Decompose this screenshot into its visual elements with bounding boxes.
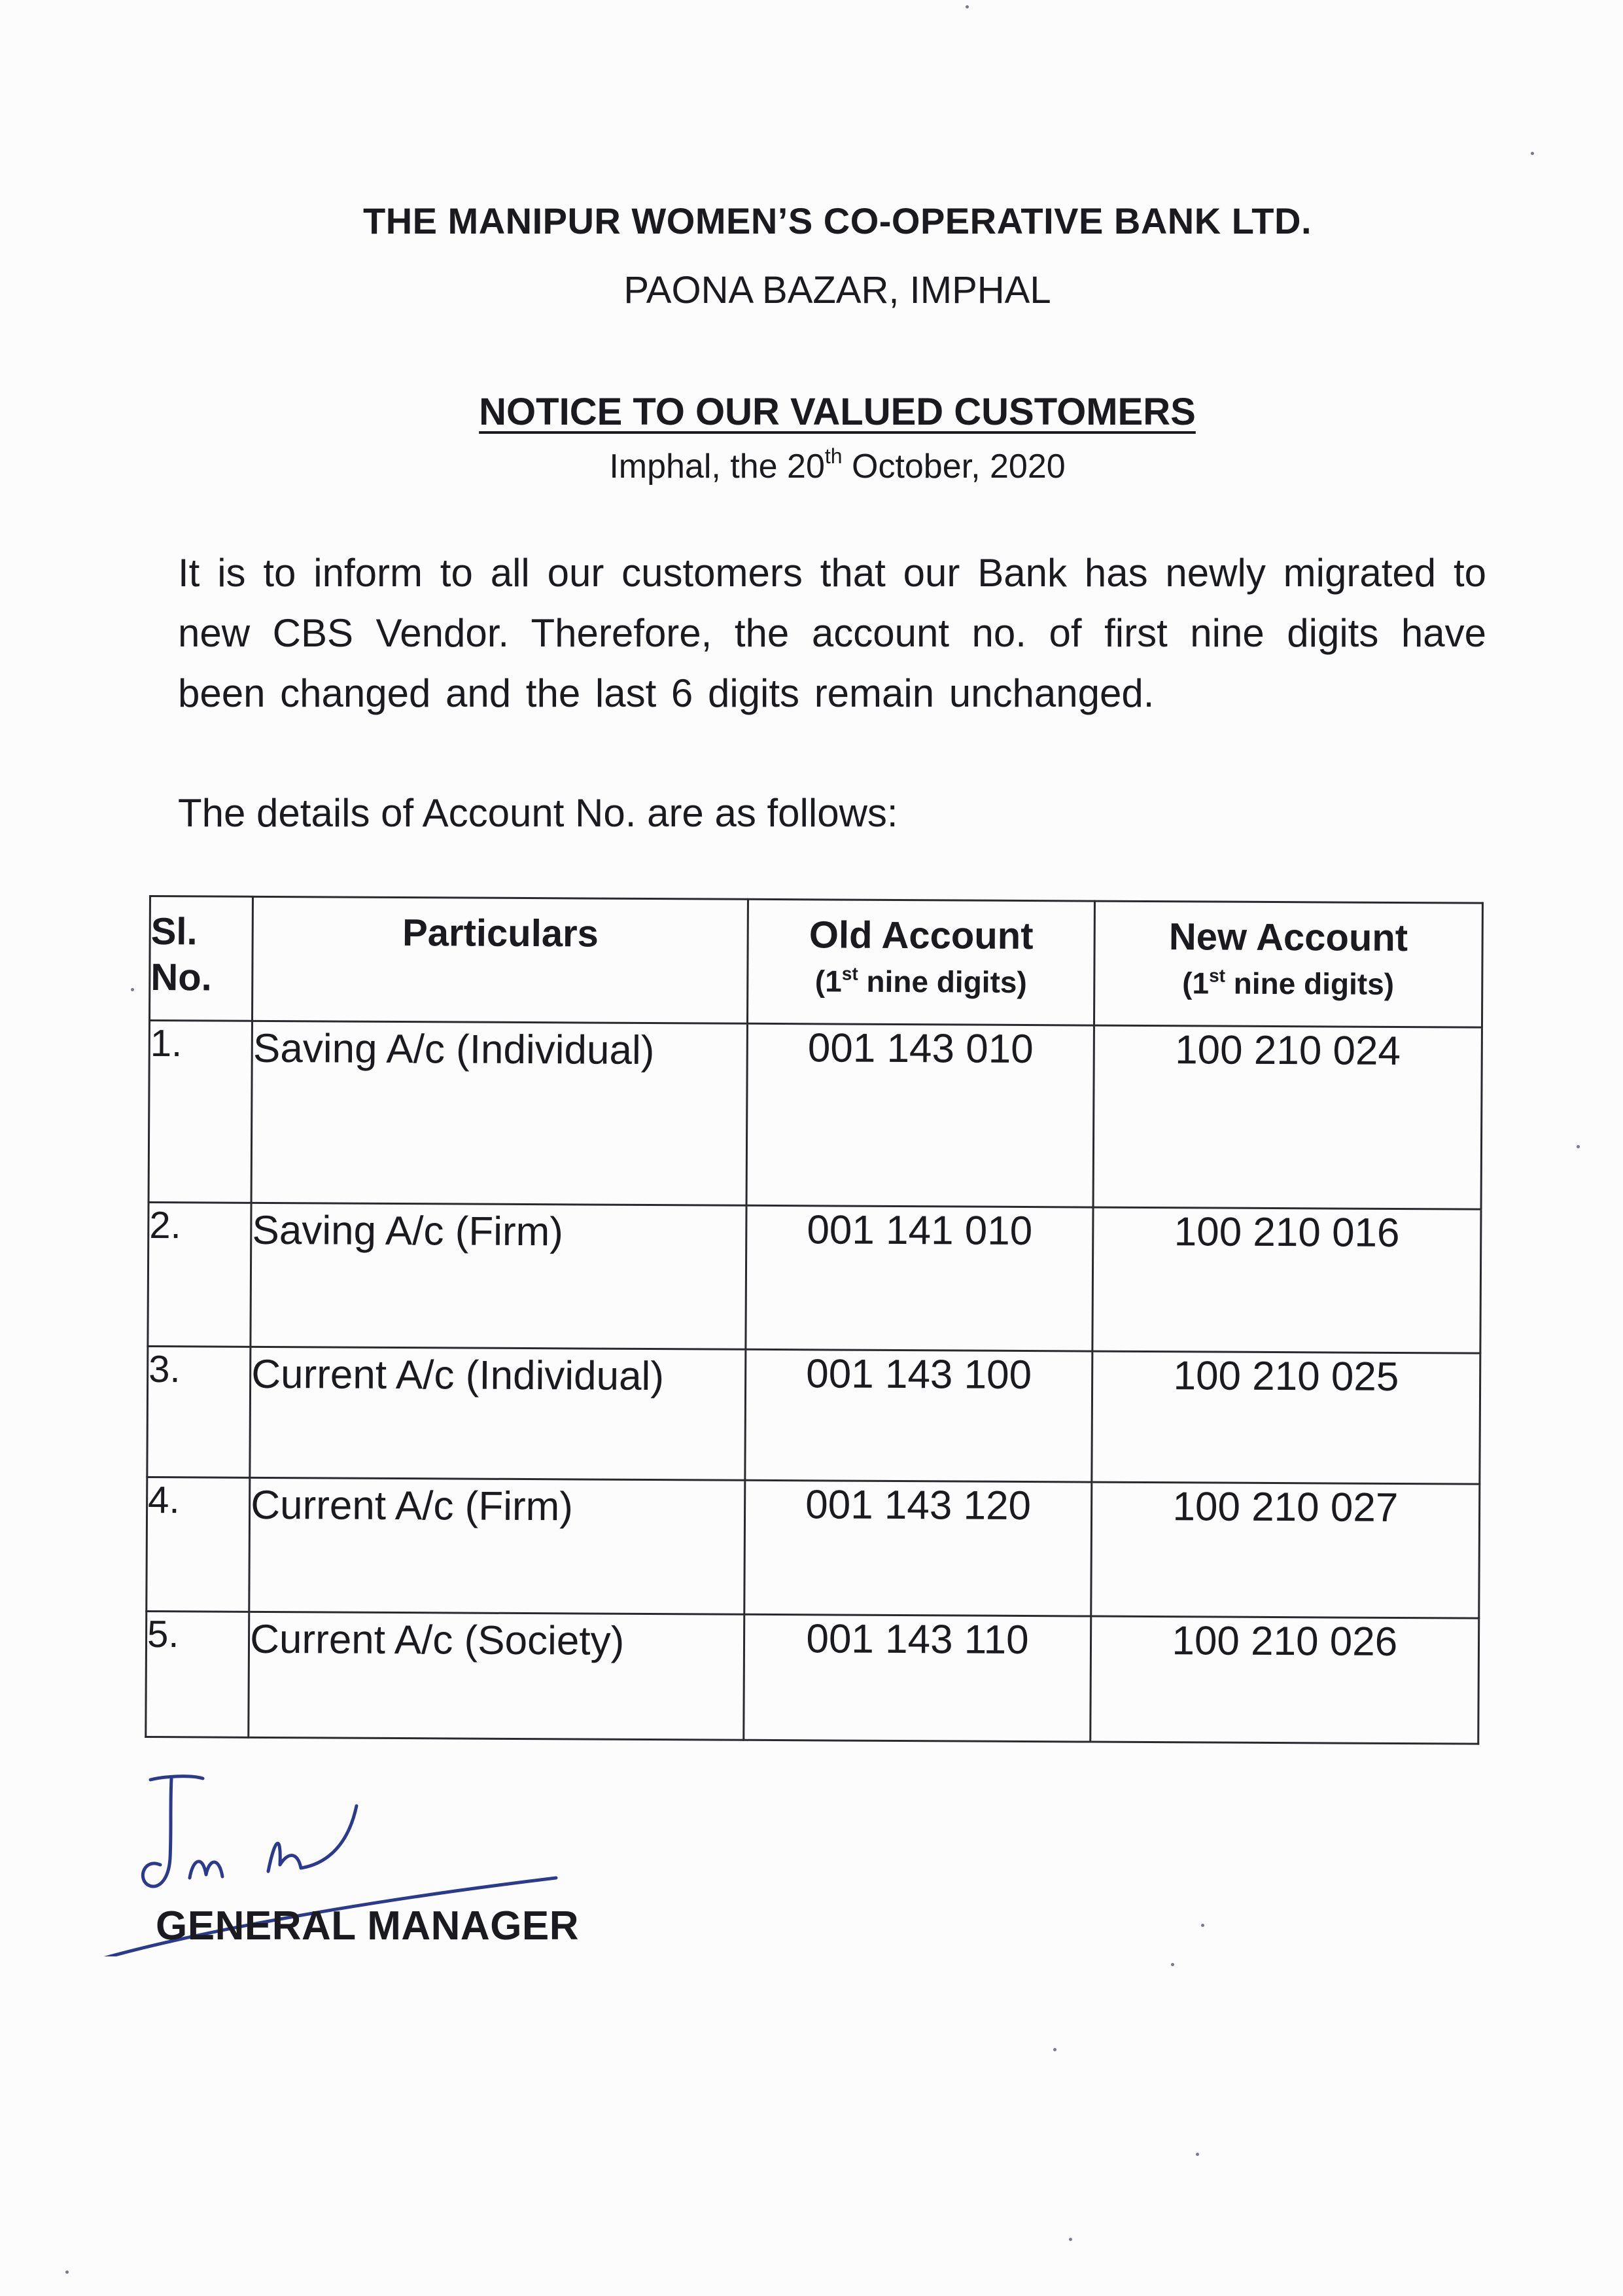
cell-new-account: 100 210 025 — [1091, 1351, 1480, 1484]
bank-address: PAONA BAZAR, IMPHAL — [623, 269, 1051, 311]
details-line: The details of Account No. are as follows: — [178, 791, 898, 835]
header-sl-line1: Sl. — [150, 910, 198, 953]
table-row — [147, 1477, 1480, 1618]
cell-sl-no: 1. — [148, 1021, 253, 1203]
signature-stroke — [143, 1778, 171, 1886]
cell-particulars: Current A/c (Firm) — [249, 1477, 745, 1614]
cell-new-account: 100 210 016 — [1092, 1207, 1481, 1353]
header-new-account-sub — [1095, 960, 1482, 1008]
cell-old-account: 001 143 100 — [745, 1349, 1092, 1482]
cell-particulars: Current A/c (Individual) — [250, 1347, 746, 1480]
header-old-account — [748, 899, 1094, 1025]
scan-speck — [131, 988, 134, 991]
sub-prefix: (1 — [1182, 966, 1210, 1000]
scan-speck — [1531, 152, 1534, 155]
scan-speck — [966, 5, 969, 9]
scan-speck — [65, 2270, 69, 2274]
cell-old-account: 001 141 010 — [746, 1205, 1092, 1351]
notice-paragraph: It is to inform to all our customers that our Bank has newly migrated to new CBS Vendor. Therefore, the account no. of first nine digits have been changed and the last 6 digits remain unchanged. — [178, 551, 1486, 715]
cell-new-account: 100 210 026 — [1090, 1616, 1478, 1744]
table-row — [148, 1203, 1481, 1354]
sub-prefix: (1 — [814, 964, 842, 998]
notice-title: NOTICE TO OUR VALUED CUSTOMERS — [479, 391, 1196, 433]
cell-sl-no: 2. — [148, 1203, 251, 1347]
cell-sl-no: 3. — [147, 1346, 251, 1477]
table-header-row — [149, 896, 1482, 1028]
header-old-account-sub — [749, 958, 1094, 1006]
scan-speck — [1201, 1924, 1204, 1927]
cell-new-account: 100 210 027 — [1091, 1482, 1479, 1618]
table-row — [146, 1611, 1479, 1744]
cell-old-account: 001 143 110 — [744, 1614, 1091, 1742]
signatory-title: GENERAL MANAGER — [156, 1903, 580, 1949]
notice-date — [0, 444, 1623, 486]
notice-date-suffix: October, 2020 — [842, 448, 1066, 486]
scan-speck — [1053, 2048, 1056, 2051]
cell-new-account: 100 210 024 — [1093, 1025, 1482, 1209]
scan-speck — [1069, 2238, 1072, 2241]
cell-particulars: Current A/c (Society) — [249, 1612, 744, 1740]
cell-sl-no: 5. — [146, 1611, 249, 1737]
header-sl-line2: No. — [150, 956, 212, 999]
header-new-account-label: New Account — [1168, 915, 1408, 960]
cell-particulars: Saving A/c (Firm) — [251, 1203, 746, 1349]
notice-date-ordinal: th — [824, 444, 843, 468]
cell-sl-no: 4. — [147, 1477, 250, 1612]
scan-speck — [1577, 1145, 1580, 1148]
scan-speck — [1171, 1963, 1174, 1966]
table-row — [148, 1021, 1482, 1210]
table-row — [147, 1346, 1480, 1484]
bank-name: THE MANIPUR WOMEN’S CO-OPERATIVE BANK LTD. — [362, 200, 1312, 241]
sub-suffix: nine digits) — [1225, 966, 1395, 1001]
header-old-account-label: Old Account — [809, 913, 1034, 958]
sub-ordinal: st — [841, 963, 858, 984]
cell-old-account: 001 143 120 — [744, 1480, 1091, 1616]
scan-speck — [1196, 2153, 1199, 2156]
cell-particulars: Saving A/c (Individual) — [251, 1021, 748, 1205]
header-new-account — [1094, 901, 1482, 1027]
cell-old-account: 001 143 010 — [746, 1023, 1094, 1207]
account-table — [145, 895, 1484, 1745]
header-sl-no — [149, 896, 253, 1021]
signature-stroke — [268, 1806, 357, 1871]
notice-date-prefix: Imphal, the 20 — [609, 448, 825, 486]
signature-stroke — [190, 1862, 222, 1878]
header-particulars: Particulars — [253, 896, 748, 1023]
sub-ordinal: st — [1209, 965, 1226, 986]
sub-suffix: nine digits) — [858, 964, 1027, 1000]
signature-stroke — [150, 1776, 203, 1780]
